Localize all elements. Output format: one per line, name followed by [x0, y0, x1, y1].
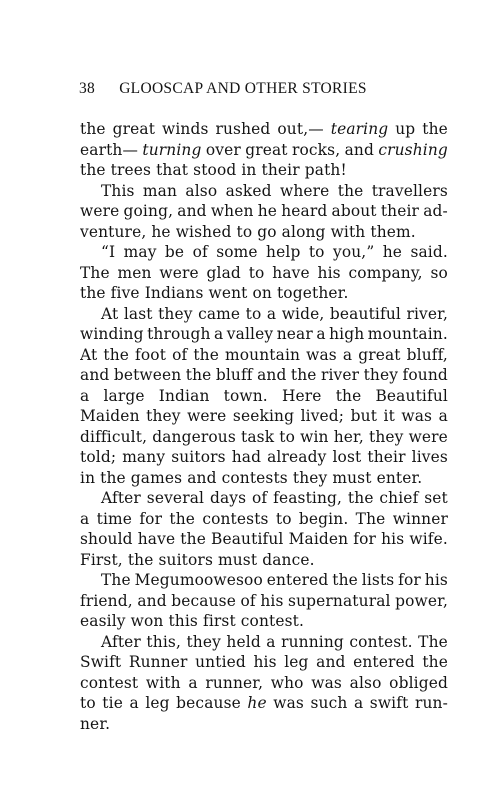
- word: the: [335, 386, 362, 405]
- word: the: [193, 345, 219, 364]
- text-line: [80, 591, 448, 612]
- word: with: [330, 222, 366, 241]
- text-line: [80, 447, 448, 468]
- word: After: [101, 489, 141, 507]
- word: their: [261, 161, 300, 179]
- word: the: [80, 284, 106, 302]
- word: and: [257, 366, 287, 384]
- word: Swift: [80, 653, 122, 671]
- word: dance.: [262, 550, 315, 569]
- text-line: [80, 570, 448, 591]
- text-line: [80, 160, 448, 181]
- text-line: [80, 140, 448, 161]
- word: many: [122, 448, 166, 466]
- word: the: [422, 120, 448, 138]
- word: earth—: [80, 140, 139, 159]
- word: along: [281, 222, 326, 241]
- word: of: [252, 489, 268, 507]
- word: bluff,: [406, 345, 448, 364]
- word: his: [381, 530, 405, 548]
- word: ner.: [80, 714, 111, 733]
- word: contest.: [240, 612, 305, 630]
- word: This: [101, 181, 135, 200]
- text-line: [80, 222, 448, 243]
- word: over: [205, 140, 241, 159]
- word: and: [137, 591, 167, 610]
- word: up: [395, 120, 416, 138]
- word: win: [300, 427, 329, 446]
- word: wide,: [281, 304, 325, 323]
- word: were: [159, 263, 199, 282]
- word: to: [245, 304, 262, 323]
- text-line: [80, 714, 448, 735]
- word: must: [332, 468, 372, 487]
- word: town.: [223, 386, 268, 405]
- word: days: [209, 489, 247, 507]
- word: was: [306, 345, 337, 364]
- text-line: [80, 181, 448, 202]
- word: they: [146, 407, 181, 425]
- word: begin.: [298, 509, 349, 528]
- word: chief: [379, 489, 419, 507]
- word: Beautiful: [211, 530, 284, 548]
- word: a: [80, 509, 90, 528]
- word: lives: [411, 448, 448, 466]
- word: crushing: [378, 140, 448, 159]
- word: they: [363, 366, 399, 384]
- word: some: [216, 243, 258, 261]
- word: great: [112, 120, 156, 138]
- text-line: [80, 345, 448, 366]
- word: the: [180, 530, 206, 548]
- word: a: [353, 694, 364, 712]
- word: valley: [226, 325, 274, 343]
- word: to: [236, 222, 253, 241]
- word: large: [103, 386, 145, 405]
- word: path!: [304, 161, 347, 179]
- text-line: [80, 652, 448, 673]
- word: obliged: [389, 673, 448, 692]
- word: a: [342, 345, 353, 364]
- text-line: [80, 509, 448, 530]
- word: the: [169, 509, 196, 528]
- word: held: [226, 632, 261, 651]
- word: you,”: [332, 243, 375, 261]
- paragraph: [80, 181, 448, 243]
- word: games: [130, 468, 183, 487]
- word: winner: [392, 509, 448, 528]
- word: they: [368, 427, 404, 446]
- paragraph: [80, 488, 448, 570]
- word: and: [80, 366, 110, 384]
- word: between: [113, 366, 182, 384]
- word: lost: [332, 448, 362, 466]
- word: Here: [281, 386, 322, 405]
- word: were: [408, 427, 448, 446]
- word: high: [329, 325, 365, 343]
- word: run-: [414, 694, 448, 712]
- word: and: [177, 202, 207, 220]
- word: already: [267, 448, 327, 466]
- word: ad-: [423, 202, 448, 220]
- word: he: [151, 222, 171, 241]
- word: Beautiful: [375, 386, 448, 405]
- word: was: [401, 407, 433, 425]
- word: glad: [206, 263, 241, 282]
- word: last: [123, 304, 153, 323]
- word: the: [422, 653, 448, 671]
- running-title: GLOOSCAP AND OTHER STORIES: [119, 80, 367, 97]
- word: company,: [348, 263, 423, 282]
- word: through: [147, 325, 211, 343]
- word: winding: [80, 325, 144, 343]
- word: The: [355, 509, 386, 528]
- word: runner,: [205, 673, 264, 692]
- text-line: [80, 365, 448, 386]
- text-line: [80, 283, 448, 304]
- text-line: [80, 386, 448, 407]
- word: the: [80, 120, 106, 138]
- word: a: [80, 386, 90, 405]
- word: asked: [225, 181, 272, 200]
- word: of: [192, 243, 208, 261]
- text-line: [80, 263, 448, 284]
- word: he: [382, 243, 403, 261]
- word: going,: [123, 202, 174, 220]
- word: time: [96, 509, 133, 528]
- word: had: [231, 448, 262, 466]
- word: won: [130, 612, 164, 630]
- word: was: [273, 694, 304, 712]
- word: this: [168, 612, 198, 630]
- word: they: [158, 304, 193, 323]
- word: Indian: [158, 386, 210, 405]
- word: task: [241, 427, 275, 446]
- word: them.: [370, 222, 416, 241]
- word: his: [260, 591, 284, 610]
- word: that: [156, 161, 189, 179]
- word: for: [398, 571, 421, 589]
- word: his: [424, 571, 448, 589]
- word: have: [137, 530, 176, 548]
- word: their: [380, 202, 420, 220]
- word: a: [188, 673, 198, 692]
- word: suitors: [158, 550, 213, 569]
- text-line: [80, 488, 448, 509]
- word: the: [100, 468, 126, 487]
- word: set: [424, 489, 448, 507]
- word: found: [402, 366, 448, 384]
- word: stood: [193, 161, 237, 179]
- word: because: [176, 694, 241, 712]
- word: “I: [101, 243, 116, 261]
- word: lists: [361, 571, 395, 589]
- word: a: [316, 325, 326, 343]
- word: should: [80, 530, 133, 548]
- word: contests: [202, 509, 269, 528]
- word: tearing: [330, 120, 389, 138]
- text-line: [80, 427, 448, 448]
- text-line: [80, 693, 448, 714]
- word: in: [80, 468, 96, 487]
- word: a: [266, 304, 277, 323]
- word: his: [317, 263, 341, 282]
- word: the: [347, 489, 374, 507]
- word: Maiden: [288, 530, 349, 548]
- word: in: [241, 161, 257, 179]
- word: wished: [175, 222, 232, 241]
- running-header: [79, 80, 419, 100]
- word: Runner: [128, 653, 188, 671]
- word: may: [123, 243, 157, 261]
- word: great: [358, 345, 401, 364]
- text-line: [80, 468, 448, 489]
- word: venture,: [80, 222, 147, 241]
- word: the: [290, 366, 317, 384]
- word: a: [438, 407, 448, 425]
- word: Maiden: [80, 407, 140, 425]
- word: of: [172, 345, 188, 364]
- word: heard: [281, 202, 328, 220]
- word: dangerous: [152, 427, 236, 446]
- paragraph: [80, 119, 448, 181]
- body-text: [80, 119, 448, 734]
- word: where: [280, 181, 330, 200]
- word: suitors: [171, 448, 226, 466]
- word: a: [266, 632, 276, 651]
- word: men: [117, 263, 152, 282]
- word: first: [202, 612, 236, 630]
- word: help: [266, 243, 301, 261]
- word: to: [248, 263, 265, 282]
- word: also: [349, 673, 382, 692]
- word: the: [103, 345, 130, 364]
- word: to: [275, 509, 292, 528]
- word: were: [187, 407, 227, 425]
- word: because: [171, 591, 236, 610]
- word: a: [129, 694, 139, 712]
- word: said.: [410, 243, 448, 261]
- word: mountain.: [367, 325, 448, 343]
- word: several: [146, 489, 205, 507]
- word: The: [418, 632, 448, 651]
- word: the: [80, 161, 106, 179]
- word: were: [80, 202, 120, 220]
- word: for: [353, 530, 377, 548]
- word: so: [430, 263, 448, 282]
- word: they: [292, 468, 328, 487]
- word: out,—: [277, 120, 324, 138]
- word: friend,: [80, 591, 133, 610]
- word: came: [198, 304, 241, 323]
- word: the: [127, 550, 154, 569]
- word: her,: [333, 427, 364, 446]
- word: At: [80, 345, 98, 364]
- word: near: [276, 325, 313, 343]
- paragraph: [80, 570, 448, 632]
- word: to: [80, 694, 96, 712]
- word: on: [252, 284, 272, 302]
- word: great: [245, 140, 288, 159]
- word: they: [186, 632, 221, 651]
- word: bluff: [215, 366, 253, 384]
- word: a: [214, 325, 224, 343]
- word: difficult,: [80, 427, 148, 446]
- word: beautiful: [329, 304, 401, 323]
- text-line: [80, 304, 448, 325]
- word: entered: [266, 571, 329, 589]
- paragraph: [80, 242, 448, 304]
- word: when: [210, 202, 254, 220]
- word: for: [139, 509, 163, 528]
- word: leg: [145, 694, 170, 712]
- word: to: [279, 427, 296, 446]
- word: the: [332, 571, 358, 589]
- word: lived;: [300, 407, 345, 425]
- word: power,: [395, 591, 448, 610]
- word: it: [383, 407, 395, 425]
- word: to: [308, 243, 325, 261]
- word: After: [101, 632, 141, 651]
- word: contests: [221, 468, 288, 487]
- word: rocks,: [291, 140, 341, 159]
- word: seeking: [232, 407, 295, 425]
- word: his: [253, 653, 277, 671]
- word: he: [257, 202, 278, 220]
- page-number: 38: [79, 80, 96, 97]
- word: swift: [369, 694, 409, 712]
- word: mountain: [225, 345, 301, 364]
- word: man: [142, 181, 178, 200]
- word: go: [257, 222, 277, 241]
- word: have: [272, 263, 310, 282]
- text-line: [80, 406, 448, 427]
- word: river: [320, 366, 360, 384]
- word: must: [218, 550, 258, 569]
- word: who: [270, 673, 304, 692]
- text-line: [80, 324, 448, 345]
- word: travellers: [371, 181, 448, 200]
- paragraph: [80, 304, 448, 489]
- text-line: [80, 201, 448, 222]
- word: went: [208, 284, 248, 302]
- word: and: [344, 140, 374, 159]
- word: contest.: [349, 632, 413, 651]
- word: the: [337, 181, 364, 200]
- word: together.: [276, 284, 349, 302]
- word: At: [101, 304, 119, 323]
- word: Indians: [144, 284, 204, 302]
- word: untied: [195, 653, 246, 671]
- word: contest: [80, 673, 139, 692]
- word: feasting,: [273, 489, 343, 507]
- word: trees: [110, 161, 152, 179]
- word: river,: [406, 304, 448, 323]
- word: this,: [146, 632, 181, 651]
- word: of: [240, 591, 256, 610]
- word: was: [311, 673, 342, 692]
- word: leg: [284, 653, 309, 671]
- text-line: [80, 119, 448, 140]
- paragraph: [80, 632, 448, 735]
- word: but: [350, 407, 378, 425]
- word: rushed: [215, 120, 271, 138]
- word: winds: [162, 120, 209, 138]
- text-line: [80, 611, 448, 632]
- word: be: [164, 243, 185, 261]
- text-line: [80, 529, 448, 550]
- word: and: [187, 468, 217, 487]
- word: such: [310, 694, 348, 712]
- word: easily: [80, 612, 126, 630]
- word: he: [247, 694, 267, 712]
- word: running: [281, 632, 344, 651]
- word: and: [316, 653, 346, 671]
- word: enter.: [376, 468, 423, 487]
- word: foot: [135, 345, 167, 364]
- word: tie: [102, 694, 123, 712]
- word: about: [331, 202, 377, 220]
- text-line: [80, 673, 448, 694]
- word: told;: [80, 448, 117, 466]
- word: their: [367, 448, 406, 466]
- word: five: [110, 284, 140, 302]
- word: with: [145, 673, 181, 692]
- word: turning: [142, 140, 202, 159]
- word: the: [185, 366, 212, 384]
- word: entered: [353, 653, 415, 671]
- text-line: [80, 550, 448, 571]
- word: Megumoowesoo: [134, 571, 263, 589]
- word: also: [185, 181, 218, 200]
- text-line: [80, 632, 448, 653]
- word: wife.: [409, 530, 448, 548]
- word: supernatural: [288, 591, 391, 610]
- word: First,: [80, 550, 123, 569]
- word: The: [80, 263, 110, 282]
- text-line: [80, 242, 448, 263]
- word: The: [101, 571, 131, 589]
